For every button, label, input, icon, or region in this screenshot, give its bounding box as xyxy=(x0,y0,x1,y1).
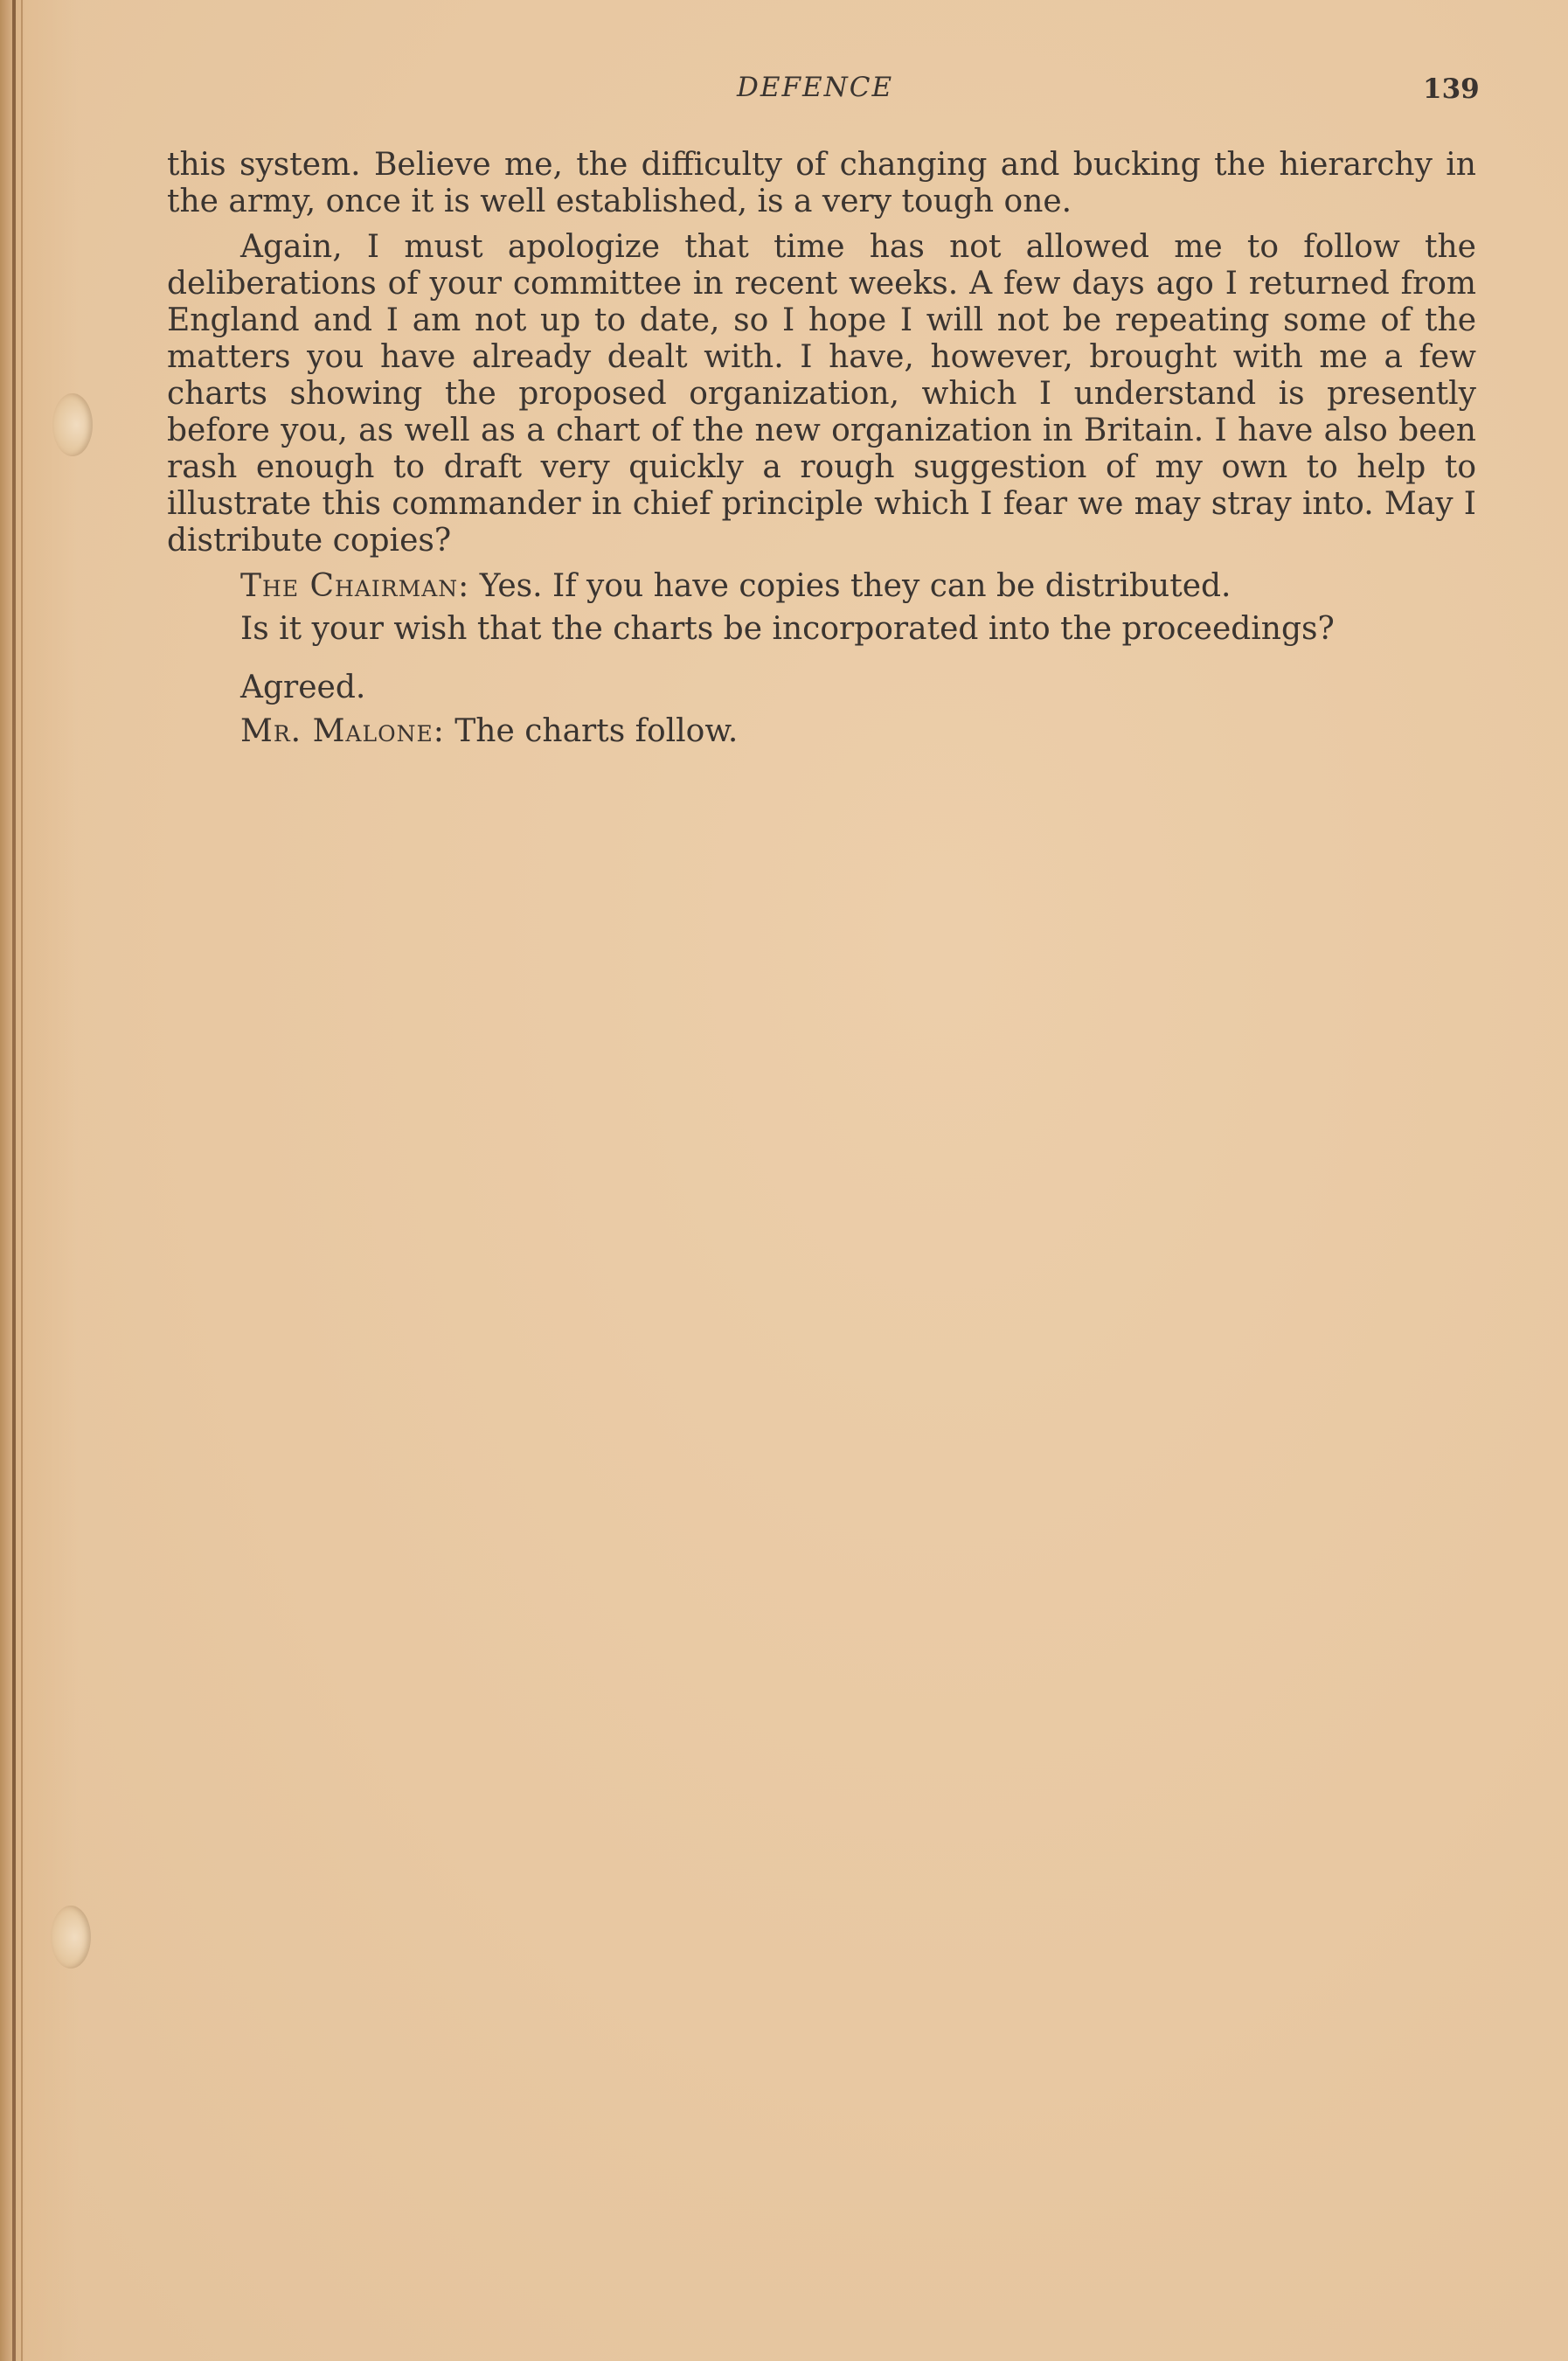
binding-edge-inner xyxy=(21,0,23,2361)
page-number: 139 xyxy=(1423,73,1480,105)
chairman-reply xyxy=(167,568,1476,605)
binding-edge xyxy=(12,0,16,2361)
malone-line-text: The charts follow. xyxy=(444,713,739,749)
running-head: DEFENCE xyxy=(737,72,894,103)
page-body xyxy=(167,147,1476,750)
speaker-malone: Mr. Malone: xyxy=(240,713,445,749)
speaker-chairman: The Chairman: xyxy=(240,568,470,604)
paragraph-continuation: this system. Believe me, the difficulty of changing and bucking the hierarchy in the army, once it is well established, is a very tough one. xyxy=(167,147,1476,219)
page-header xyxy=(0,72,1568,115)
punch-hole-top xyxy=(52,393,93,456)
chairman-reply-text: Yes. If you have copies they can be distributed. xyxy=(469,568,1232,604)
malone-line xyxy=(167,713,1476,750)
agreed-line: Agreed. xyxy=(240,670,366,705)
punch-hole-bottom xyxy=(51,1906,91,1969)
paragraph-apology: Again, I must apologize that time has not allowed me to follow the deliberations of your committee in recent weeks. A few days ago I returned from England and I am not up to date, so I hope I will not be repeating some of the matters you have already dealt with. I have, however, brought with me a few charts showing the proposed organization, which I understand is presently before you, as well as a chart of the new organization in Britain. I have also been rash enough to draft very quickly a rough suggestion of my own to help to illustrate this commander in chief principle which I fear we may stray into. May I distribute copies? xyxy=(167,229,1476,559)
chairman-question: Is it your wish that the charts be incorporated into the proceedings? xyxy=(240,611,1335,647)
